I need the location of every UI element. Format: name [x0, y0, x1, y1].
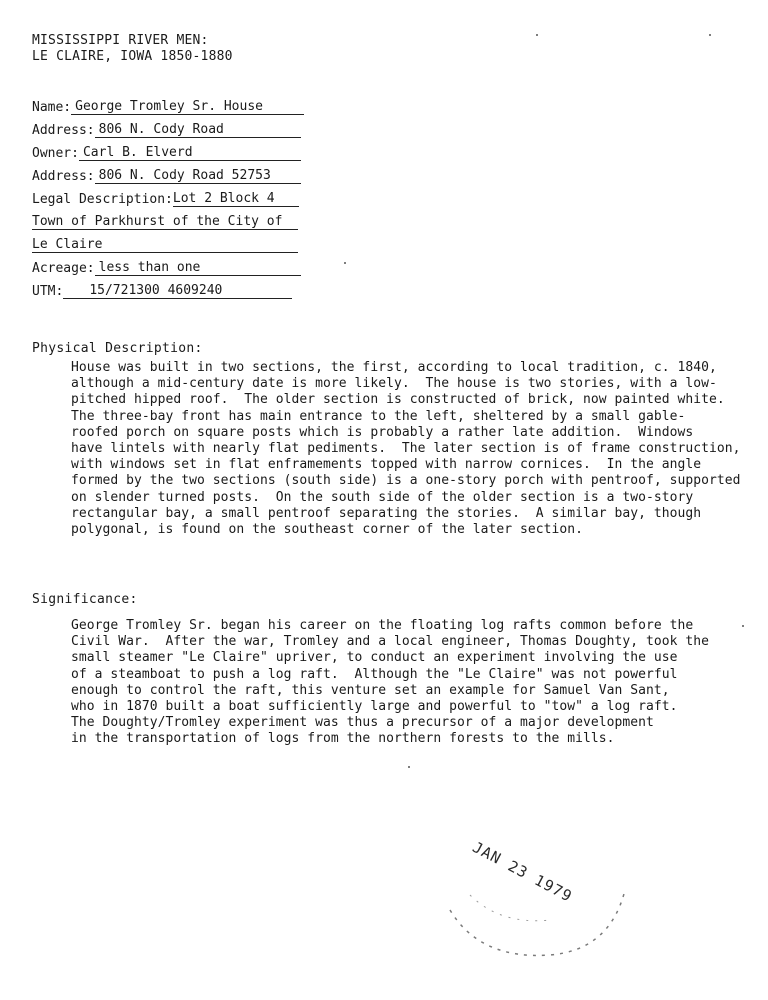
physical-description-text: [71, 360, 741, 538]
text-line: House was built in two sections, the first, according to local tradition, c. 1840,: [71, 360, 717, 375]
field-acreage-value: less than one: [95, 260, 301, 276]
text-line: who in 1870 built a boat sufficiently large and powerful to "tow" a log raft.: [71, 699, 678, 715]
text-line: have lintels with nearly flat pediments. The later section is of frame construction,: [71, 441, 741, 457]
field-utm-value: 15/721300 4609240: [63, 283, 292, 299]
field-owner-label: Owner:: [32, 146, 79, 161]
text-line: although a mid-century date is more likely. The house is two stories, with a low-: [71, 376, 717, 392]
field-owner-address-label: Address:: [32, 169, 95, 184]
significance-text: [71, 618, 709, 748]
document-header: [32, 33, 233, 65]
field-legal-label: Legal Description:: [32, 192, 173, 207]
text-line: with windows set in flat enframements topped with narrow cornices. In the angle: [71, 457, 702, 473]
field-name-label: Name:: [32, 100, 72, 115]
field-utm: [32, 276, 332, 299]
field-owner: [32, 138, 332, 161]
text-line: in the transportation of logs from the northern forests to the mills.: [71, 731, 615, 747]
field-acreage: [32, 253, 332, 276]
field-owner-address: [32, 161, 332, 184]
field-legal-value-2: Town of Parkhurst of the City of: [32, 214, 298, 230]
text-line: enough to control the raft, this venture set an example for Samuel Van Sant,: [71, 682, 670, 698]
field-legal-description: [32, 184, 332, 207]
speck: [709, 34, 711, 36]
field-name: [32, 92, 332, 115]
field-legal-value-3: Le Claire: [32, 237, 298, 253]
speck: [742, 625, 744, 627]
text-line: polygonal, is found on the southeast corner of the later section.: [71, 522, 583, 538]
significance-heading: Significance:: [32, 592, 138, 607]
text-line: Civil War. After the war, Tromley and a local engineer, Thomas Doughty, took the: [71, 634, 710, 650]
text-line: The three-bay front has main entrance to the left, sheltered by a small gable-: [71, 408, 686, 424]
text-line: formed by the two sections (south side) is a one-story porch with pentroof, supported: [71, 473, 741, 489]
header-series-title: MISSISSIPPI RIVER MEN:: [32, 33, 209, 48]
field-name-value: George Tromley Sr. House: [71, 99, 304, 115]
speck: [408, 766, 410, 768]
text-line: on slender turned posts. On the south side of the older section is a two-story: [71, 489, 694, 505]
field-owner-value: Carl B. Elverd: [79, 145, 301, 161]
text-line: rectangular bay, a small pentroof separating the stories. A similar bay, though: [71, 505, 702, 521]
field-address-value: 806 N. Cody Road: [95, 122, 301, 138]
field-legal-value-1: Lot 2 Block 4: [173, 191, 299, 207]
speck: [344, 262, 346, 264]
field-address-label: Address:: [32, 123, 95, 138]
text-line: The Doughty/Tromley experiment was thus a precursor of a major development: [71, 715, 654, 731]
text-line: of a steamboat to push a log raft. Although the "Le Claire" was not powerful: [71, 666, 678, 682]
physical-description-heading: Physical Description:: [32, 341, 203, 356]
received-stamp-date: JAN 23 1979: [469, 838, 576, 906]
field-address: [32, 115, 332, 138]
field-legal-description-cont2: [32, 230, 332, 253]
field-legal-description-cont: [32, 207, 332, 230]
field-acreage-label: Acreage:: [32, 261, 95, 276]
speck: [536, 34, 538, 36]
property-fields: [32, 92, 332, 299]
header-place-dates: LE CLAIRE, IOWA 1850-1880: [32, 49, 233, 64]
text-line: roofed porch on square posts which is probably a rather late addition. Windows: [71, 424, 694, 440]
text-line: pitched hipped roof. The older section is constructed of brick, now painted white.: [71, 392, 725, 408]
field-utm-label: UTM:: [32, 284, 64, 299]
text-line: George Tromley Sr. began his career on the floating log rafts common before the: [71, 618, 694, 633]
text-line: small steamer "Le Claire" upriver, to conduct an experiment involving the use: [71, 650, 678, 666]
field-owner-address-value: 806 N. Cody Road 52753: [95, 168, 301, 184]
